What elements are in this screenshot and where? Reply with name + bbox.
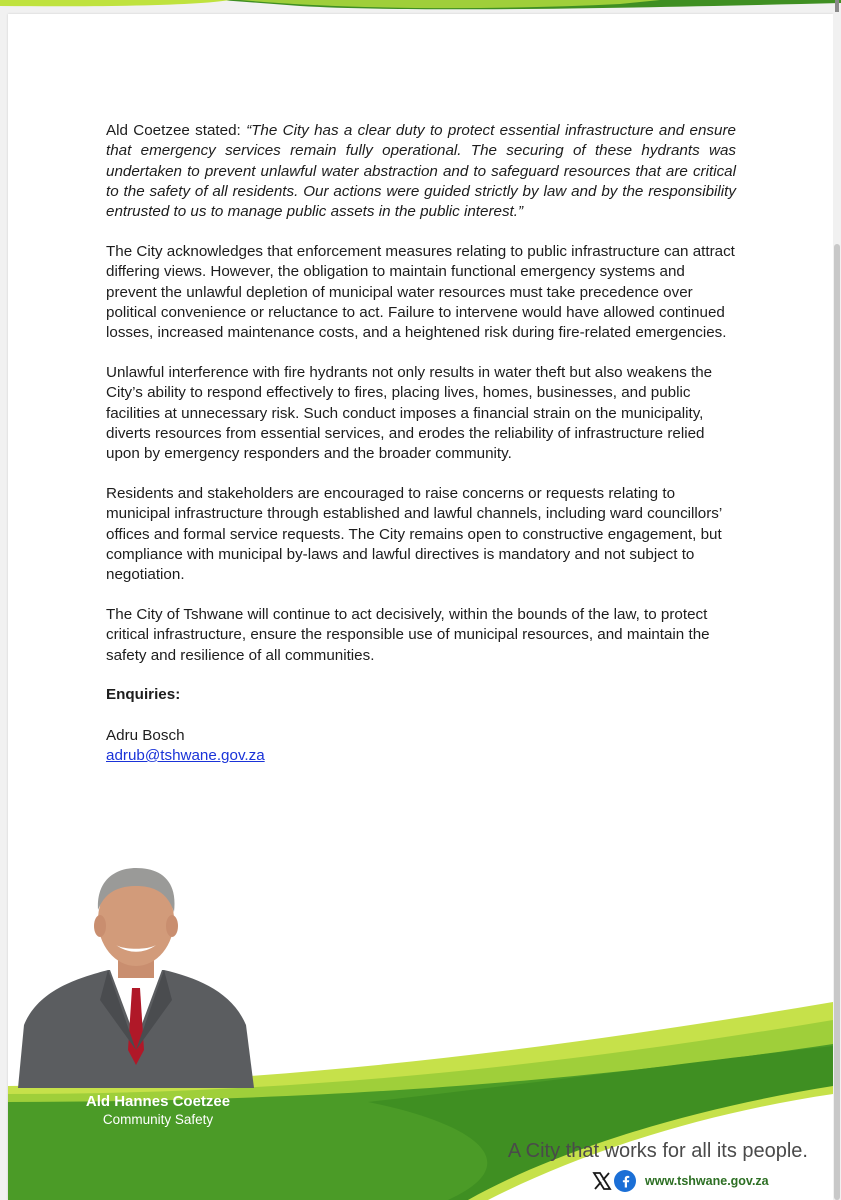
- x-icon[interactable]: [592, 1171, 612, 1191]
- scrollbar-top-indicator: [835, 0, 839, 12]
- body-paragraph: Unlawful interference with fire hydrants not only results in water theft but also weakens the City’s ability to respond effectively to fires, placing lives, homes, businesses, and public facilities at unnecessary risk. Such conduct imposes a financial strain on the municipality, diverts resources from essential services, and erodes the reliability of infrastructure relied upon by emergency responders and the broader community.: [106, 363, 713, 463]
- website-link[interactable]: www.tshwane.gov.za: [645, 1174, 769, 1188]
- quote-paragraph: [106, 121, 736, 222]
- enquiries-heading: Enquiries:: [106, 686, 181, 704]
- contact-block: [106, 726, 736, 767]
- city-slogan: A City that works for all its people.: [507, 1140, 808, 1162]
- official-name: Ald Hannes Coetzee: [85, 1093, 231, 1110]
- official-role: Community Safety: [102, 1112, 214, 1127]
- press-release-body: [106, 121, 736, 766]
- scrollbar-thumb[interactable]: [834, 244, 840, 1200]
- contact-email-link[interactable]: adrub@tshwane.gov.za: [106, 746, 265, 764]
- header-decorative-band: [0, 0, 841, 14]
- official-caption: [58, 1092, 258, 1128]
- body-paragraph: The City of Tshwane will continue to act decisively, within the bounds of the law, to protect critical infrastructure, ensure the responsible use of municipal resources, and maintain the safety and resilience of all communities.: [106, 605, 710, 664]
- quote-text: “The City has a clear duty to protect essential infrastructure and ensure that emergency services remain fully operational. The securing of these hydrants was undertaken to prevent unlawful water abstraction and to safeguard resources that are critical to the safety of all residents. Our actions were guided strictly by law and by the responsibility entrusted to us to manage public assets in the public interest.”: [106, 122, 736, 221]
- contact-name: Adru Bosch: [106, 726, 185, 744]
- document-page: [8, 14, 833, 1200]
- official-portrait: [18, 850, 254, 1088]
- quote-lead: Ald Coetzee stated:: [106, 122, 247, 139]
- facebook-icon[interactable]: [614, 1170, 636, 1192]
- body-paragraph: Residents and stakeholders are encouraged to raise concerns or requests relating to municipal infrastructure through established and lawful channels, including ward councillors’ offices and formal service requests. The City remains open to constructive engagement, but compliance with municipal by-laws and lawful directives is mandatory and not subject to negotiation.: [106, 484, 722, 584]
- social-links: [592, 1169, 769, 1193]
- body-paragraph: The City acknowledges that enforcement measures relating to public infrastructure can attract differing views. However, the obligation to maintain functional emergency systems and prevent the unlawful depletion of municipal water resources must take precedence over political convenience or reluctance to act. Failure to intervene would have allowed continued losses, increased maintenance costs, and a heightened risk during fire-related emergencies.: [106, 242, 735, 342]
